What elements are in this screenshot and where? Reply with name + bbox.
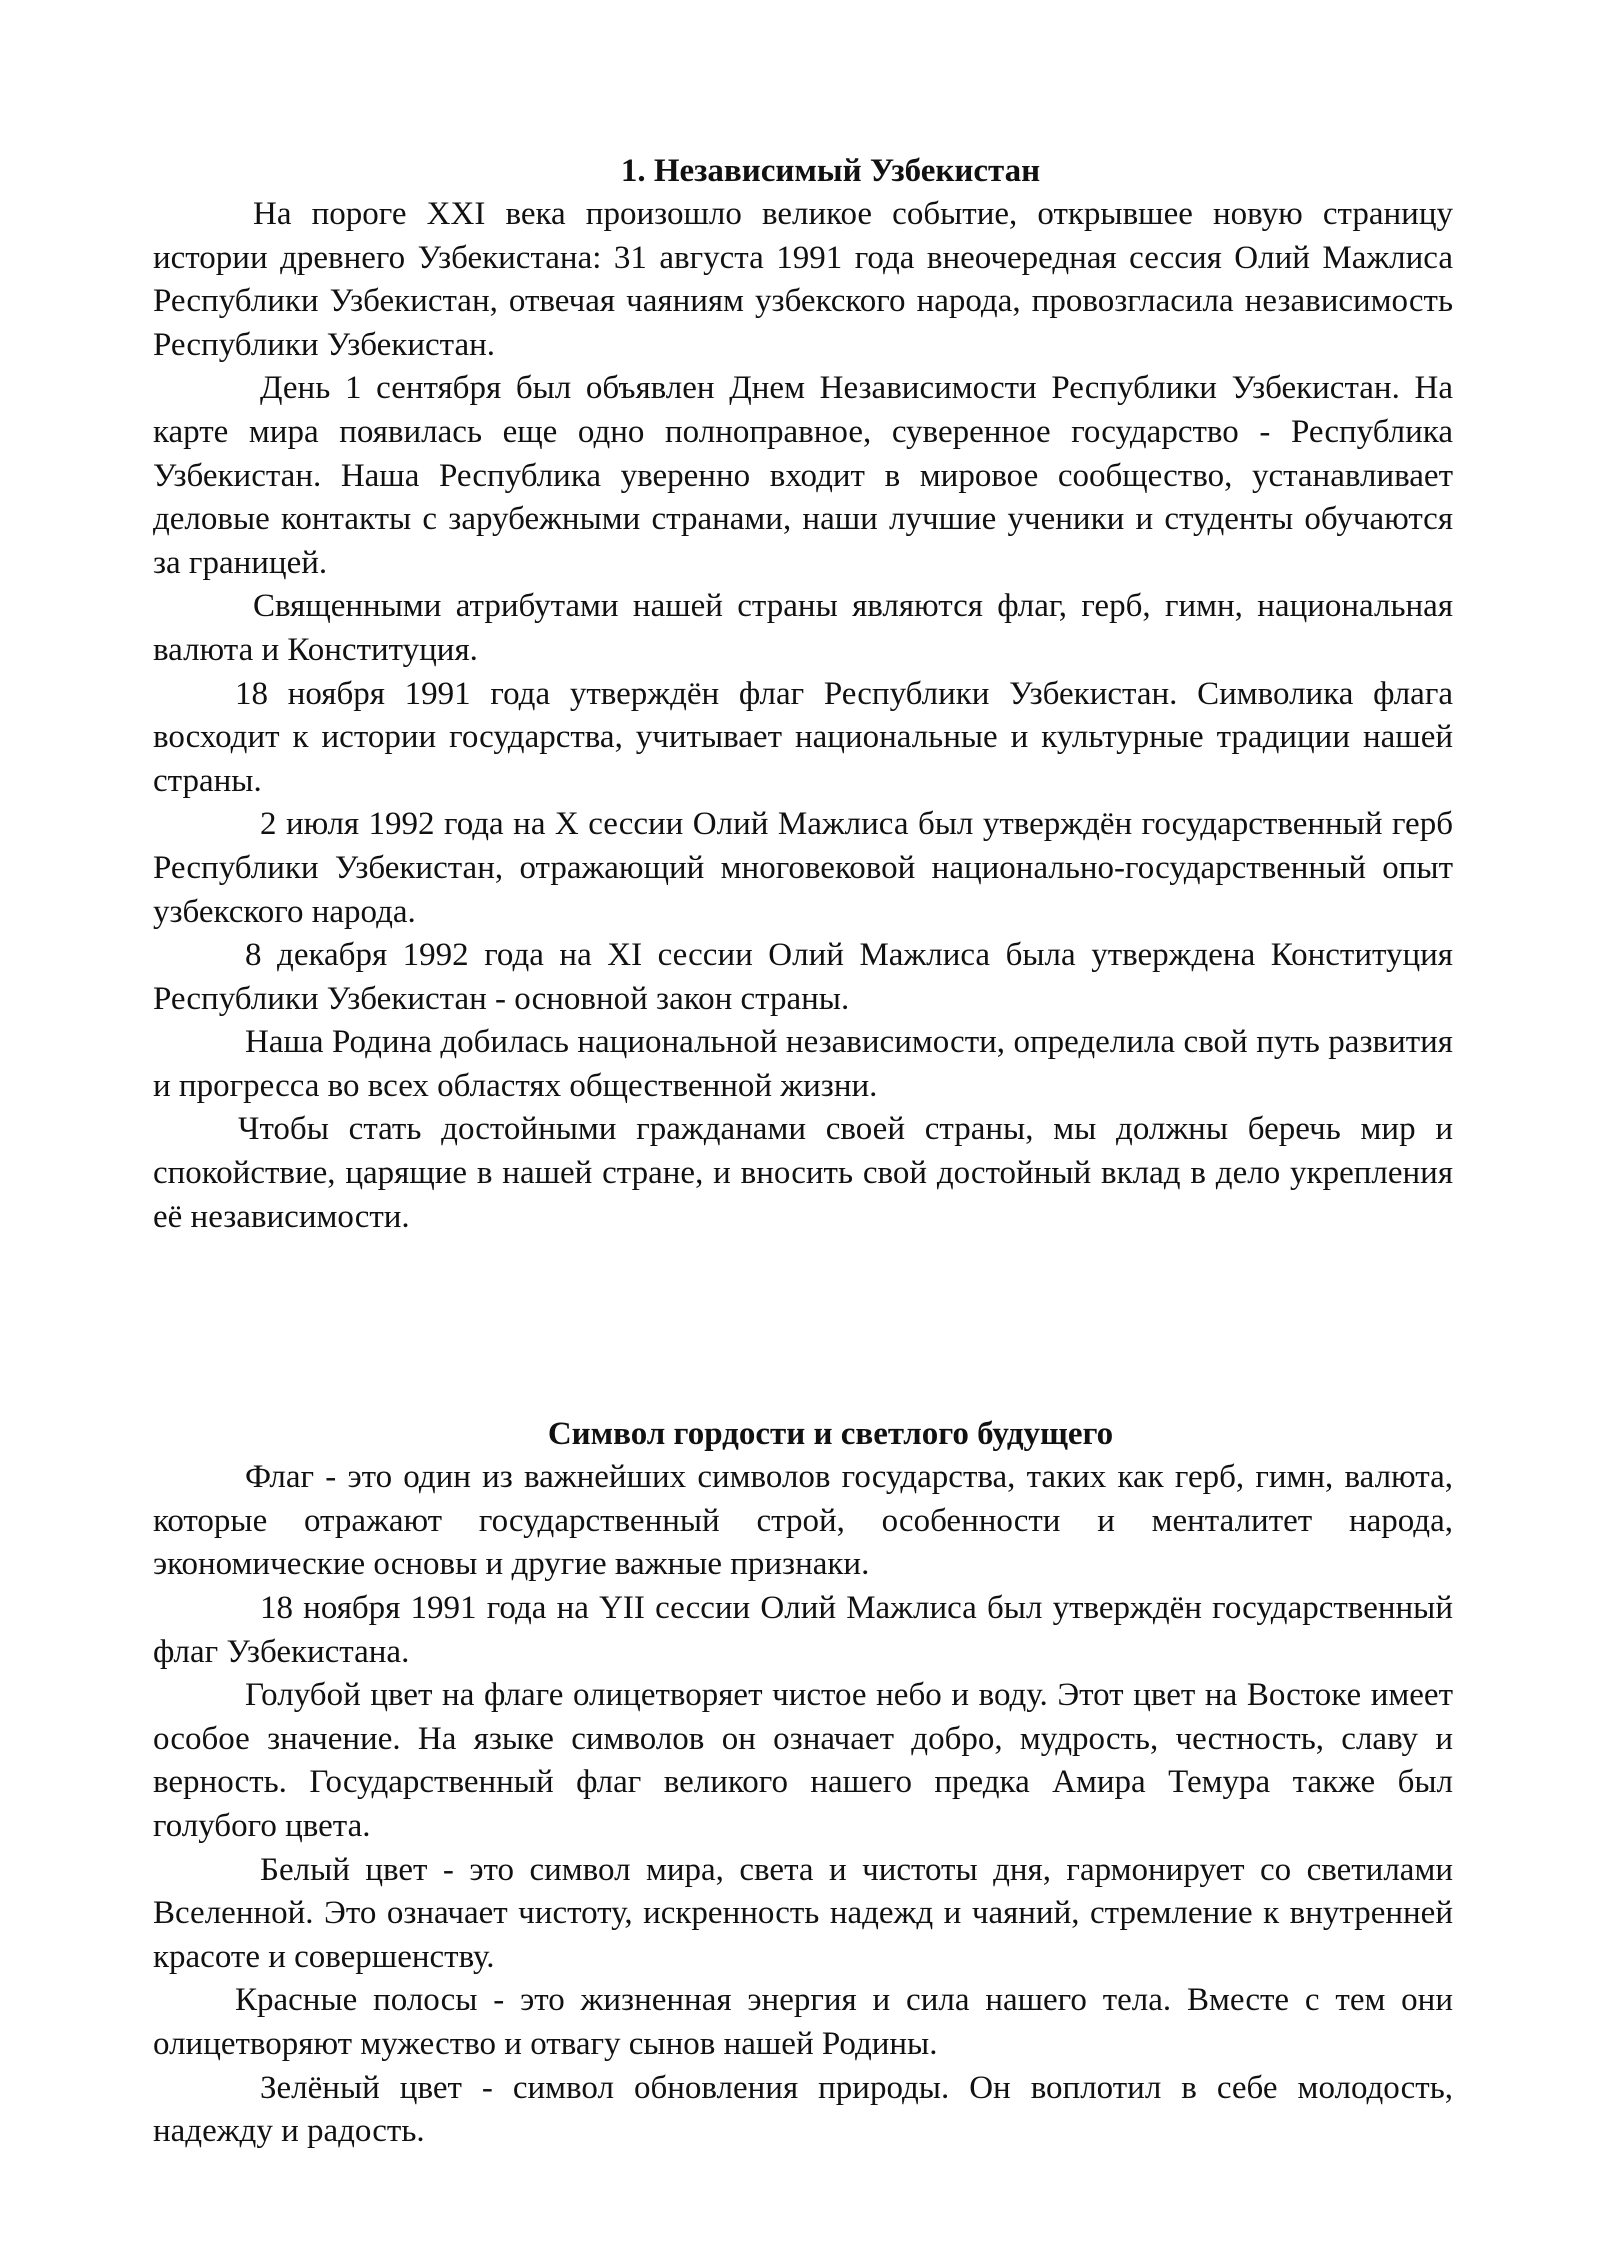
paragraph: Наша Родина добилась национальной независимости, определила свой путь развития и прогресса во всех областях общественной жизни. [153,1024,1453,1104]
paragraph: 18 ноября 1991 года на YII сессии Олий Мажлиса был утверждён государственный флаг Узбекистана. [153,1590,1453,1670]
paragraph: Чтобы стать достойными гражданами своей страны, мы должны беречь мир и спокойствие, царящие в нашей стране, и вносить свой достойный вклад в дело укрепления её независимости. [153,1111,1453,1235]
paragraph: 2 июля 1992 года на X сессии Олий Мажлиса был утверждён государственный герб Республики Узбекистан, отражающий многовековой национально-государственный опыт узбекского народа. [153,806,1453,930]
section-spacer [153,1239,1453,1413]
paragraph: Зелёный цвет - символ обновления природы. Он воплотил в себе молодость, надежду и радость. [153,2069,1453,2150]
paragraph: 8 декабря 1992 года на XI сессии Олий Мажлиса была утверждена Конституция Республики Узбекистан - основной закон страны. [153,937,1453,1017]
paragraph: Священными атрибутами нашей страны являются флаг, герб, гимн, национальная валюта и Конституция. [153,588,1453,668]
paragraph: Флаг - это один из важнейших символов государства, таких как герб, гимн, валюта, которые отражают государственный строй, особенности и менталитет народа, экономические основы и другие важные признаки. [153,1459,1453,1583]
section-title-independent-uzbekistan: 1. Независимый Узбекистан [620,153,1041,189]
paragraph: Голубой цвет на флаге олицетворяет чистое небо и воду. Этот цвет на Востоке имеет особое значение. На языке символов он означает добро, мудрость, честность, славу и верность. Государственный флаг великого нашего предка Амира Темура также был голубого цвета. [153,1677,1453,1844]
paragraph: День 1 сентября был объявлен Днем Независимости Республики Узбекистан. На карте мира появилась еще одно полноправное, суверенное государство - Республика Узбекистан. Наша Республика уверенно входит в мировое сообщество, устанавливает деловые контакты с зарубежными странами, наши лучшие ученики и студенты обучаются за границей. [153,370,1453,581]
paragraph: Белый цвет - это символ мира, света и чистоты дня, гармонирует со светилами Вселенной. Это означает чистоту, искренность надежд и чаяний, стремление к внутренней красоте и совершенству. [153,1851,1453,1975]
paragraph: 18 ноября 1991 года утверждён флаг Республики Узбекистан. Символика флага восходит к истории государства, учитывает национальные и культурные традиции нашей страны. [153,675,1453,799]
paragraph: На пороге XXI века произошло великое событие, открывшее новую страницу истории древнего Узбекистана: 31 августа 1991 года внеочередная сессия Олий Мажлиса Республики Узбекистан, отвечая чаяниям узбекского народа, провозгласила независимость Республики Узбекистан. [153,196,1453,363]
document-page [153,150,1453,2154]
section-title-symbol-of-pride: Символ гордости и светлого будущего [547,1416,1114,1453]
paragraph: Красные полосы - это жизненная энергия и сила нашего тела. Вместе с тем они олицетворяют мужество и отвагу сынов нашей Родины. [153,1982,1453,2062]
